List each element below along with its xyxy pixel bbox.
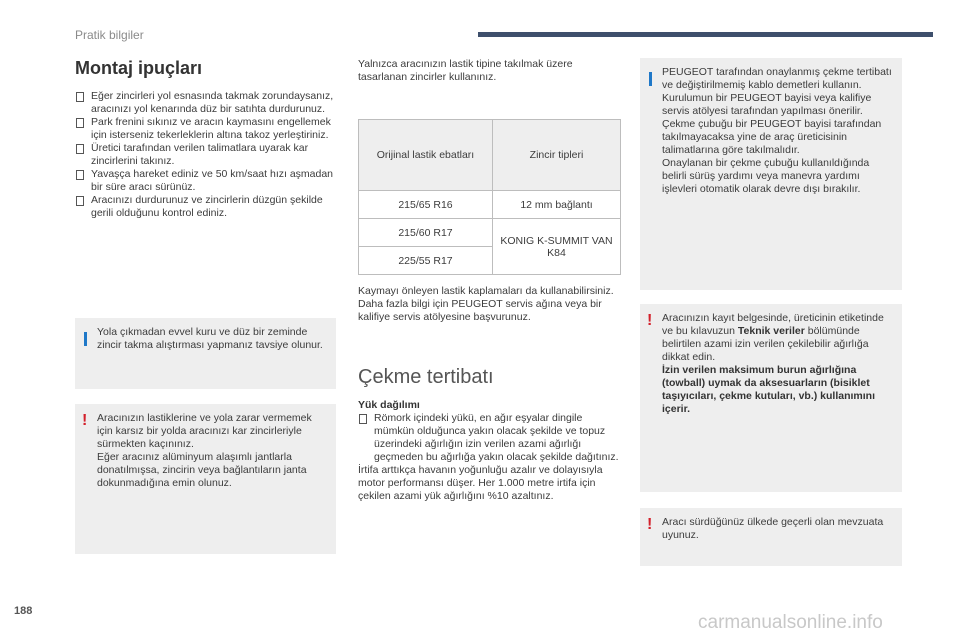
warning-icon: ! bbox=[647, 312, 653, 329]
table-cell: 225/55 R17 bbox=[359, 247, 493, 275]
list-item: Üretici tarafından verilen talimatlara uyarak kar zincirlerini takınız. bbox=[75, 142, 337, 168]
page-number: 188 bbox=[14, 605, 33, 617]
checkbox-icon bbox=[359, 414, 367, 424]
section-title-towing: Çekme tertibatı bbox=[358, 366, 494, 388]
checkbox-icon bbox=[76, 118, 84, 128]
list-item: Eğer zincirleri yol esnasında takmak zorundaysanız, aracınızı yol kenarında düz bir satıhta durdurunuz. bbox=[75, 90, 337, 116]
list-item: Yavaşça hareket ediniz ve 50 km/saat hızı aşmadan bir süre aracı sürünüz. bbox=[75, 168, 337, 194]
info-box-practice: Yola çıkmadan evvel kuru ve düz bir zeminde zincir takma alıştırması yapmanız tavsiye olunur. bbox=[75, 318, 336, 389]
checkbox-icon bbox=[76, 170, 84, 180]
page-title: Montaj ipuçları bbox=[75, 58, 203, 78]
load-distribution: Yük dağılımı Römork içindeki yükü, en ağır eşyalar dingile mümkün olduğunca yakın olacak şekilde ve topuz üzerindeki ağırlığın izin verilen azami ağırlığı geçmeden bu ağırlığa yakın olacak şekilde dağıtınız. İrtifa arttıkça havanın yoğunluğu azalır ve dolayısıyla motor performansı düşer. Her 1.000 metre irtifa için çekilen azami yük ağırlığını %10 azaltınız. bbox=[358, 399, 619, 502]
info-icon bbox=[649, 72, 652, 86]
warning-box-weight: ! Aracınızın kayıt belgesinde, üreticinin etiketinde ve bu kılavuzun Teknik veriler bölümünde belirtilen azami izin verilen çekilebilir ağırlığa dikkat edin. İzin verilen maksimum burun ağırlığına (towball) uymak da aksesuarların (bisiklet taşıyıcıları, çekme kutuları, vb.) kullanımını içerir. bbox=[640, 304, 902, 492]
list-item: Park frenini sıkınız ve aracın kaymasını engellemek için isterseniz tekerleklerin altına takoz yerleştiriniz. bbox=[75, 116, 337, 142]
warning-icon: ! bbox=[82, 412, 88, 429]
chain-table bbox=[358, 119, 621, 275]
checkbox-icon bbox=[76, 196, 84, 206]
checkbox-icon bbox=[76, 92, 84, 102]
chain-notes: Kaymayı önleyen lastik kaplamaları da kullanabilirsiniz. Daha fazla bilgi için PEUGEOT servis ağına veya bir kalifiye servis atölyesine başvurunuz. bbox=[358, 285, 614, 323]
chain-intro: Yalnızca aracınızın lastik tipine takılmak üzere tasarlanan zincirler kullanınız. bbox=[358, 58, 573, 83]
table-cell: 215/65 R16 bbox=[359, 191, 493, 219]
table-cell: 12 mm bağlantı bbox=[493, 191, 621, 219]
list-item: Aracınızı durdurunuz ve zincirlerin düzgün şekilde gerili olduğunu kontrol ediniz. bbox=[75, 194, 337, 220]
section-header: Pratik bilgiler bbox=[75, 28, 144, 42]
table-cell: KONIG K-SUMMIT VAN K84 bbox=[493, 219, 621, 275]
warning-box-legislation: ! Aracı sürdüğünüz ülkede geçerli olan mevzuata uyunuz. bbox=[640, 508, 902, 566]
table-header: Orijinal lastik ebatları bbox=[359, 120, 493, 191]
tips-list bbox=[75, 90, 337, 220]
info-box-towbar: PEUGEOT tarafından onaylanmış çekme tertibatı ve değiştirilmemiş kablo demetleri kullanın. Kurulumun bir PEUGEOT bayisi veya kalifiye servis atölyesi tarafından yapılması önerilir. Çekme çubuğu bir PEUGEOT bayisi tarafından takılmayacaksa yine de araç üreticisinin talimatlarına göre takılmalıdır. Onaylanan bir çekme çubuğu kullanıldığında belirli sürüş yardımı veya manevra yardımı işlevleri otomatik olarak devre dışı bırakılır. bbox=[640, 58, 902, 290]
warning-icon: ! bbox=[647, 516, 653, 533]
info-icon bbox=[84, 332, 87, 346]
checkbox-icon bbox=[76, 144, 84, 154]
table-header: Zincir tipleri bbox=[493, 120, 621, 191]
warning-box-tires: ! Aracınızın lastiklerine ve yola zarar vermemek için karsız bir yolda aracınızı kar zincirleriyle sürmekten kaçınınız. Eğer aracınız alüminyum alaşımlı jantlarla donatılmışsa, zincirin veya bağlantıların janta dokunmadığına emin olunuz. bbox=[75, 404, 336, 554]
header-bar bbox=[478, 32, 933, 37]
watermark: carmanualsonline.info bbox=[698, 612, 883, 633]
table-cell: 215/60 R17 bbox=[359, 219, 493, 247]
